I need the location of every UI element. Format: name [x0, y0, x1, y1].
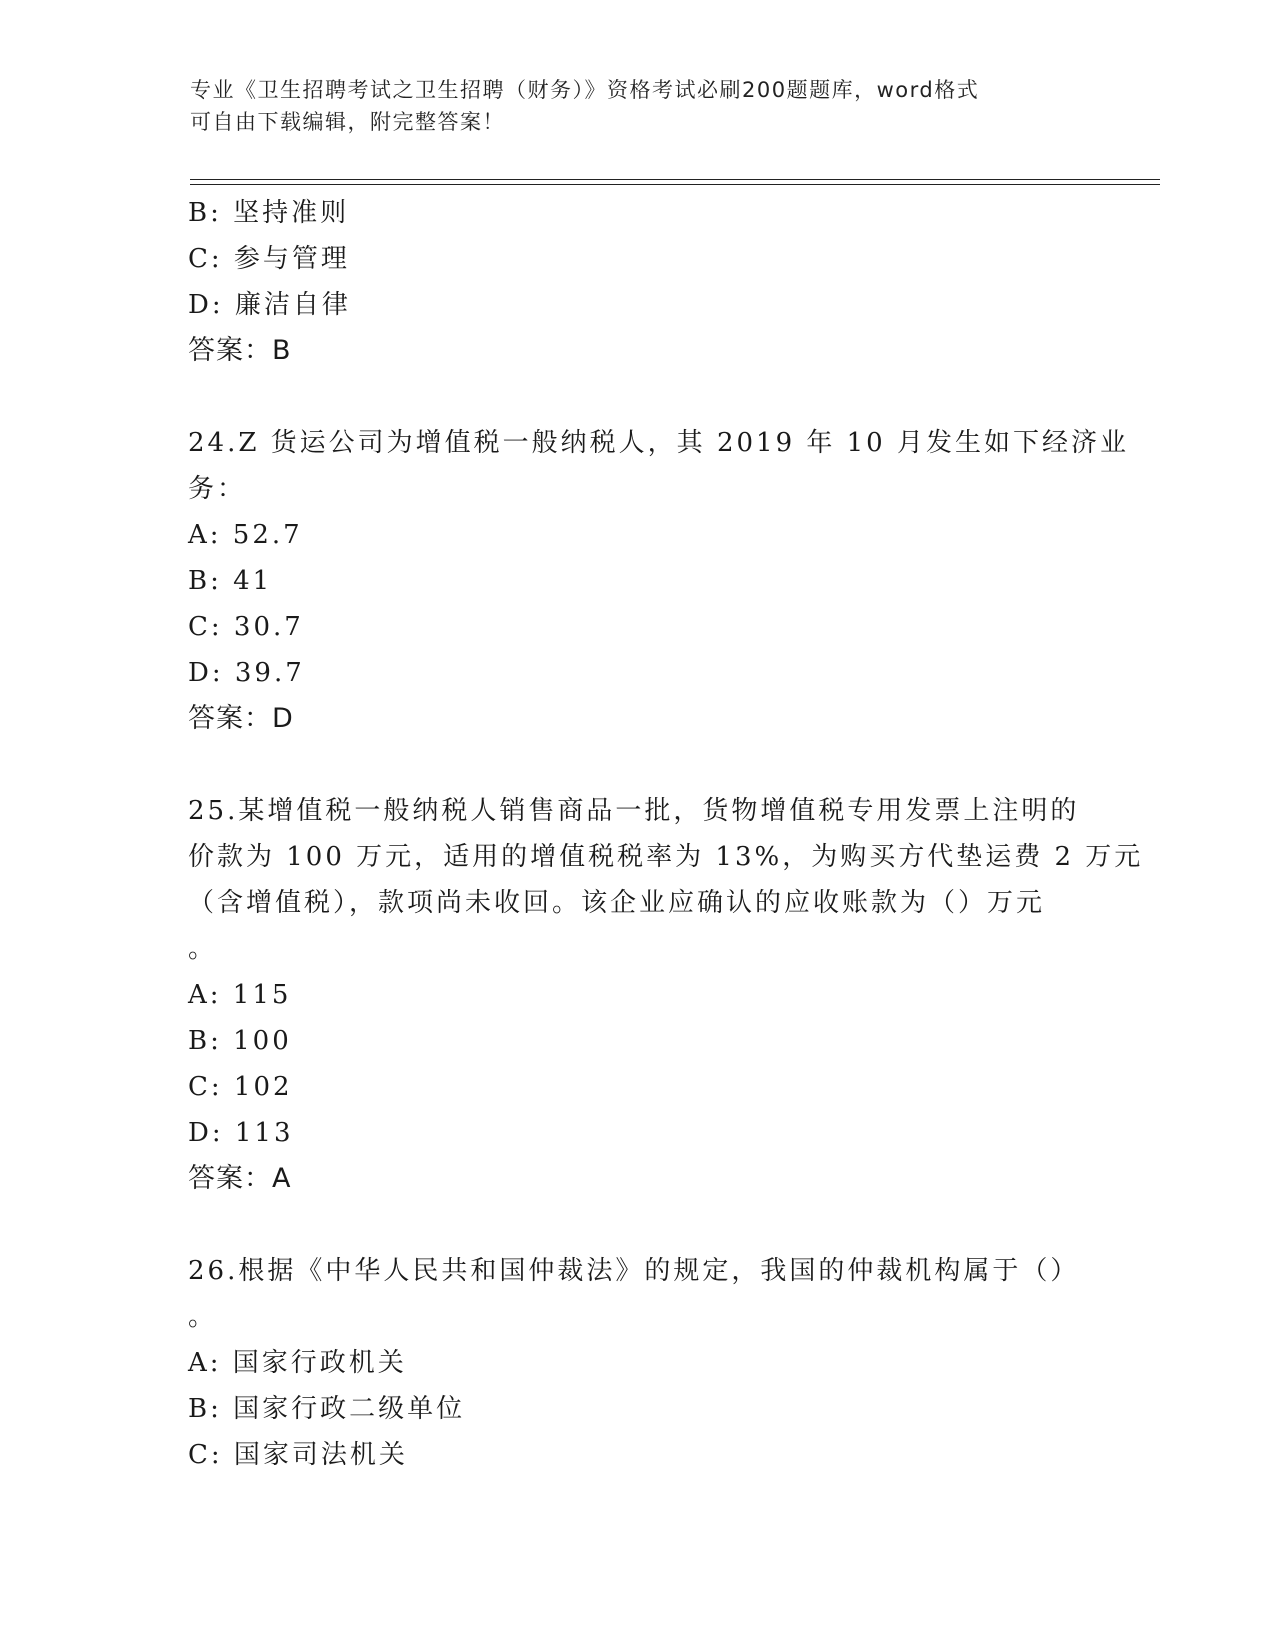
header-rule-bottom	[190, 184, 1160, 185]
option-b: B: 国家行政二级单位	[188, 1394, 466, 1424]
question-23	[188, 190, 1088, 374]
question-25	[188, 788, 1144, 1202]
question-stem-line: 24.Z 货运公司为增值税一般纳税人，其 2019 年 10 月发生如下经济业	[188, 428, 1129, 458]
option-a: A: 52.7	[188, 520, 303, 550]
option-c: C: 国家司法机关	[188, 1440, 408, 1470]
option-b: B: 100	[188, 1026, 292, 1056]
question-stem-line: 。	[188, 934, 218, 964]
question-stem-line: （含增值税），款项尚未收回。该企业应确认的应收账款为（）万元	[188, 888, 1046, 918]
option-d: D: 113	[188, 1118, 294, 1148]
spacer	[188, 374, 1088, 420]
spacer	[188, 742, 1088, 788]
option-c: C: 30.7	[188, 612, 304, 642]
question-24	[188, 420, 1129, 742]
spacer	[188, 1202, 1088, 1248]
question-stem-line: 25.某增值税一般纳税人销售商品一批，货物增值税专用发票上注明的	[188, 796, 1080, 826]
question-stem-line: 务：	[188, 474, 247, 504]
option-b: B: 坚持准则	[188, 198, 350, 228]
header-line-1: 专业《卫生招聘考试之卫生招聘（财务）》资格考试必刷200题题库，word格式	[190, 78, 980, 102]
answer-line: 答案：A	[188, 1163, 292, 1194]
option-d: D: 39.7	[188, 658, 305, 688]
question-26	[188, 1248, 1088, 1478]
option-a: A: 115	[188, 980, 292, 1010]
answer-line: 答案：D	[188, 703, 294, 734]
document-body	[188, 190, 1144, 1478]
option-b: B: 41	[188, 566, 273, 596]
question-stem-line: 。	[188, 1302, 218, 1332]
document-header	[190, 74, 1090, 138]
option-c: C: 102	[188, 1072, 293, 1102]
header-rule-top	[190, 179, 1160, 180]
answer-line: 答案：B	[188, 335, 292, 366]
question-stem-line: 价款为 100 万元，适用的增值税税率为 13%，为购买方代垫运费 2 万元	[188, 842, 1144, 872]
header-line-2: 可自由下载编辑，附完整答案！	[190, 110, 505, 134]
option-d: D: 廉洁自律	[188, 290, 351, 320]
option-a: A: 国家行政机关	[188, 1348, 407, 1378]
option-c: C: 参与管理	[188, 244, 350, 274]
question-stem-line: 26.根据《中华人民共和国仲裁法》的规定，我国的仲裁机构属于（）	[188, 1256, 1080, 1286]
